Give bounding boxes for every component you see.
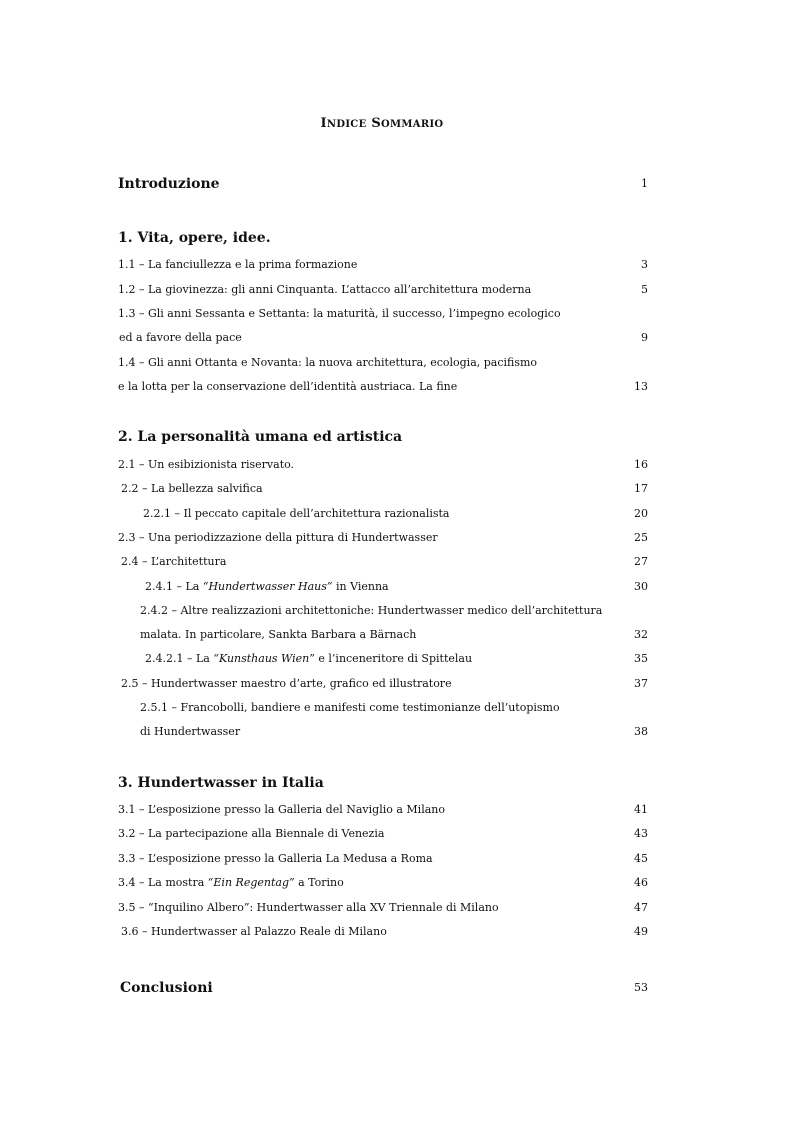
entry-label: e la lotta per la conservazione dell’identità austriaca. La fine [118,380,458,393]
toc-entry-1-3-line-1[interactable] [118,305,648,323]
entry-label: 2.1 – Un esibizionista riservato. [118,458,295,471]
entry-page: 1 [641,177,648,190]
entry-label: 2.4.2.1 – La “Kunsthaus Wien” e l’inceneritore di Spittelau [145,652,473,665]
entry-page: 43 [634,827,648,840]
entry-label: Introduzione [118,176,220,192]
entry-label: 2.4.2 – Altre realizzazioni architettoniche: Hundertwasser medico dell’architettura [140,604,603,617]
toc-entry-2-4-2-1[interactable] [118,650,648,668]
entry-page: 5 [641,283,648,296]
chapter-title: 3. Hundertwasser in Italia [118,775,324,791]
toc-entry-2-2[interactable] [118,480,648,498]
toc-entry-3-2[interactable] [118,825,648,843]
chapter-heading-1[interactable] [118,229,648,247]
entry-label: 1.3 – Gli anni Sessanta e Settanta: la maturità, il successo, l’impegno ecologico [118,307,561,320]
entry-page: 47 [634,901,648,914]
entry-page: 16 [634,458,648,471]
toc-entry-1-1[interactable] [118,256,648,274]
entry-label: 1.2 – La giovinezza: gli anni Cinquanta. L’attacco all’architettura moderna [118,283,532,296]
entry-label: 2.5.1 – Francobolli, bandiere e manifesti come testimonianze dell’utopismo [140,701,560,714]
chapter-title: 2. La personalità umana ed artistica [118,429,403,445]
entry-label: ed a favore della pace [119,331,242,344]
entry-label: 3.1 – L’esposizione presso la Galleria del Naviglio a Milano [118,803,445,816]
toc-entry-2-3[interactable] [118,529,648,547]
toc-entry-3-6[interactable] [118,923,648,941]
entry-label: 2.4.1 – La “Hundertwasser Haus” in Vienna [145,580,389,593]
entry-label: malata. In particolare, Sankta Barbara a Bärnach [140,628,417,641]
chapter-heading-2[interactable] [118,428,648,446]
entry-page: 49 [634,925,648,938]
entry-label: 3.6 – Hundertwasser al Palazzo Reale di Milano [121,925,387,938]
toc-entry-2-4-2-line-2[interactable] [118,626,648,644]
entry-page: 13 [634,380,648,393]
entry-label: 2.2 – La bellezza salvifica [121,482,263,495]
toc-entry-3-5[interactable] [118,899,648,917]
chapter-heading-3[interactable] [118,774,648,792]
toc-entry-2-1[interactable] [118,456,648,474]
page-title: INDICE SOMMARIO [320,116,444,131]
toc-entry-2-4-2-line-1[interactable] [118,602,648,620]
entry-label: 3.2 – La partecipazione alla Biennale di Venezia [118,827,385,840]
entry-page: 53 [634,981,648,994]
entry-page: 38 [634,725,648,738]
entry-label: 3.3 – L’esposizione presso la Galleria La Medusa a Roma [118,852,433,865]
entry-page: 35 [634,652,648,665]
toc-entry-1-4-line-2[interactable] [118,378,648,396]
entry-label: 1.4 – Gli anni Ottanta e Novanta: la nuova architettura, ecologia, pacifismo [118,356,538,369]
toc-entry-3-3[interactable] [118,850,648,868]
entry-label: di Hundertwasser [140,725,241,738]
entry-page: 30 [634,580,648,593]
entry-page: 25 [634,531,648,544]
entry-page: 32 [634,628,648,641]
toc-entry-3-1[interactable] [118,801,648,819]
entry-page: 9 [641,331,648,344]
toc-entry-1-3-line-2[interactable] [118,329,648,347]
toc-entry-2-4[interactable] [118,553,648,571]
toc-entry-2-5[interactable] [118,675,648,693]
toc-entry-2-5-1-line-1[interactable] [118,699,648,717]
entry-label: 3.4 – La mostra “Ein Regentag” a Torino [118,876,344,889]
entry-label: 1.1 – La fanciullezza e la prima formazione [118,258,358,271]
entry-label: 2.4 – L’architettura [121,555,227,568]
entry-page: 17 [634,482,648,495]
toc-entry-2-2-1[interactable] [118,505,648,523]
toc-entry-2-5-1-line-2[interactable] [118,723,648,741]
chapter-title: 1. Vita, opere, idee. [118,230,271,246]
entry-page: 3 [641,258,648,271]
toc-entry-introduzione[interactable] [118,175,648,193]
entry-label: 2.3 – Una periodizzazione della pittura di Hundertwasser [118,531,438,544]
entry-label: 3.5 – “Inquilino Albero”: Hundertwasser alla XV Triennale di Milano [118,901,499,914]
toc-entry-1-4-line-1[interactable] [118,354,648,372]
toc-entry-1-2[interactable] [118,281,648,299]
entry-page: 41 [634,803,648,816]
toc-entry-conclusioni[interactable] [118,979,648,997]
entry-page: 27 [634,555,648,568]
entry-page: 37 [634,677,648,690]
entry-page: 45 [634,852,648,865]
entry-page: 46 [634,876,648,889]
entry-label: 2.5 – Hundertwasser maestro d’arte, grafico ed illustratore [121,677,452,690]
entry-label: 2.2.1 – Il peccato capitale dell’architettura razionalista [143,507,450,520]
entry-label: Conclusioni [120,980,213,996]
toc-entry-2-4-1[interactable] [118,578,648,596]
toc-entry-3-4[interactable] [118,874,648,892]
entry-page: 20 [634,507,648,520]
